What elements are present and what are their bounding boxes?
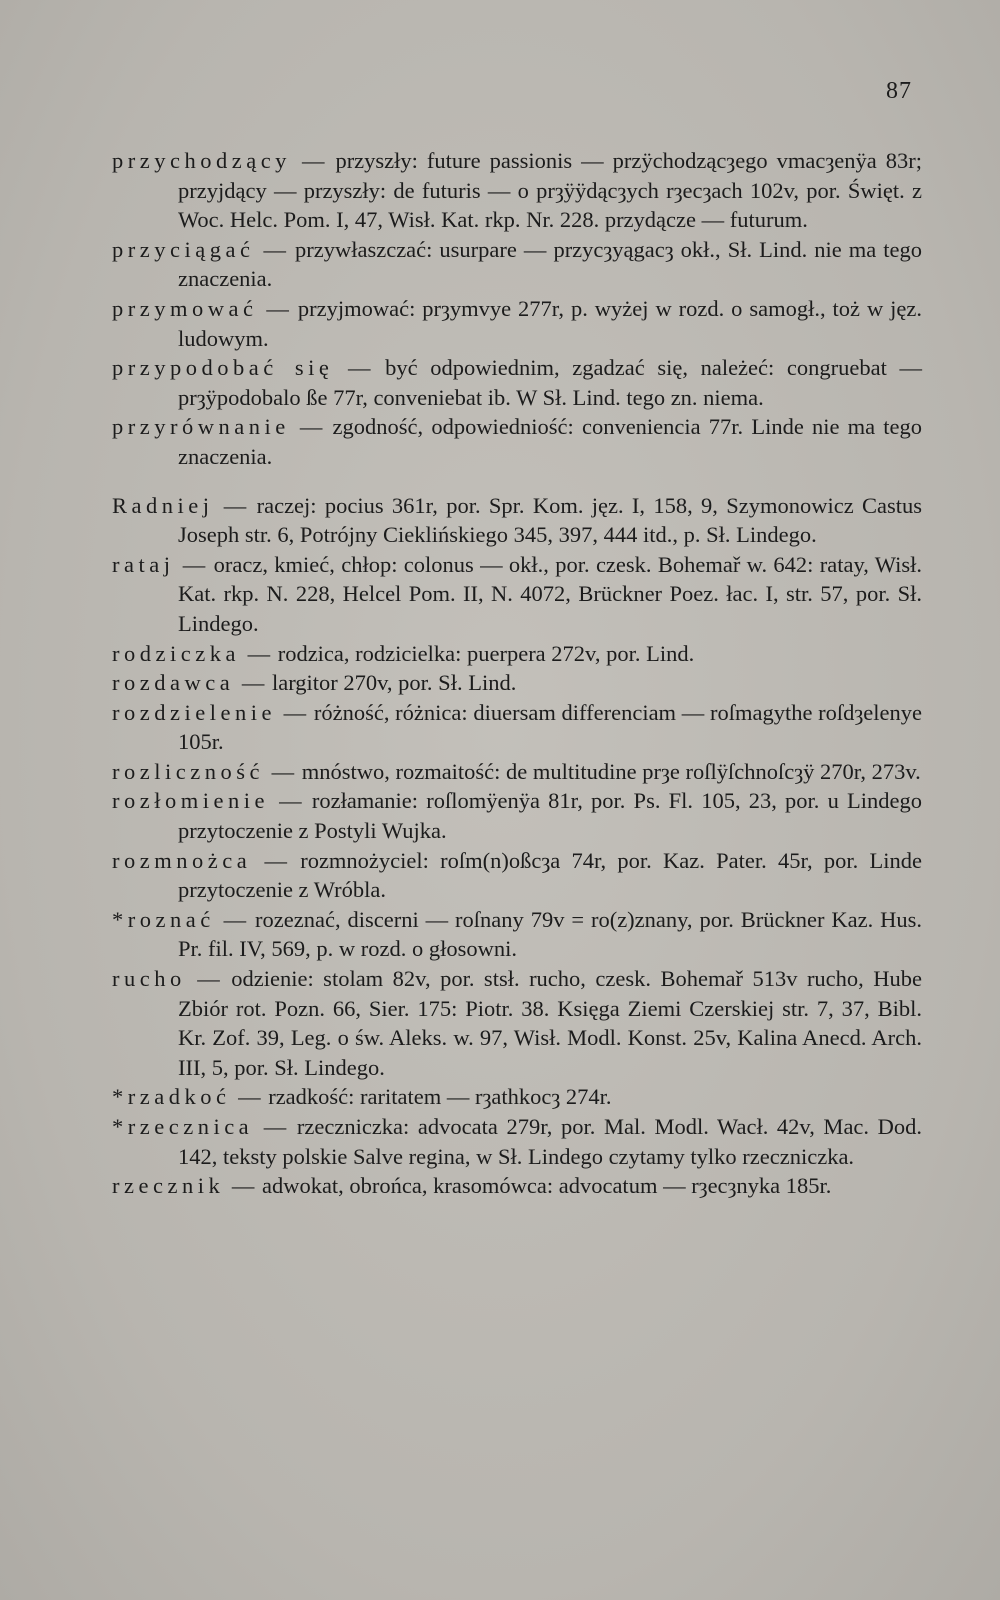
entry-dash: — [223,492,247,518]
entry-headword: rucho [112,966,186,992]
dictionary-entry [112,1112,922,1171]
entry-definition: zgodność, odpowiedniość: conveniencia 77r. Linde nie ma tego znaczenia. [178,414,923,469]
entry-dash: — [223,906,247,932]
entry-headword: przymować [112,295,258,321]
entry-headword: przyciągać [112,236,255,262]
dictionary-entries [112,146,922,1201]
entry-dash: — [241,670,265,696]
entry-headword: Radniej [112,492,214,518]
dictionary-entry [112,964,922,1082]
entry-dash: — [263,236,286,262]
entry-definition: mnóstwo, rozmaitość: de multitudine prȝe roſlÿſchnoſcȝÿ 270r, 273v. [301,758,921,784]
dictionary-entry [112,353,922,412]
dictionary-entry [112,1082,922,1112]
dictionary-entry [112,550,922,639]
entry-dash: — [231,1173,255,1199]
entry-dash: — [263,1114,287,1139]
dictionary-entry [112,757,922,787]
entry-dash: — [197,966,220,992]
entry-headword: rataj [112,551,175,577]
dictionary-entry [112,412,922,471]
entry-dash: — [271,758,295,784]
entry-definition: largitor 270v, por. Sł. Lind. [271,670,517,696]
entry-definition: rozeznać, discerni — roſnany 79v = ro(z)znany, por. Brückner Kaz. Hus. Pr. fil. IV, 569, p. w rozd. o głosowni. [178,906,923,962]
page-number: 87 [886,78,912,104]
entry-definition: raczej: pocius 361r, por. Spr. Kom. jęz. I, 158, 9, Szymonowicz Castus Joseph str. 6, Potrójny Cieklińskiego 345, 397, 444 itd., p. Sł. Lindego. [178,492,922,548]
entry-dash: — [347,355,371,381]
entry-dash: — [182,551,206,577]
entry-headword: rozliczność [112,758,264,784]
entry-dash: — [266,295,289,321]
entry-headword: rozdzielenie [112,699,276,725]
entry-dash: — [247,640,271,666]
entry-headword: *rzadkoć [112,1084,231,1110]
dictionary-entry [112,846,922,905]
entry-headword: rozdawca [112,670,235,696]
dictionary-entry [112,294,922,353]
entry-headword: *roznać [112,906,215,932]
dictionary-entry [112,786,922,845]
entry-headword: przychodzący [112,148,291,173]
entry-headword: *rzecznica [112,1114,254,1139]
dictionary-entry [112,905,922,964]
entry-definition: rzadkość: raritatem — rȝathkocȝ 274r. [268,1084,612,1110]
entry-headword: przyrównanie [112,414,290,440]
entry-definition: rozmnożyciel: roſm(n)oßcȝa 74r, por. Kaz. Pater. 45r, por. Linde przytoczenie z Wróbla. [178,847,923,903]
dictionary-entry [112,491,922,550]
dictionary-entry [112,1171,922,1201]
entry-definition: adwokat, obrońca, krasomówca: advocatum — rȝecȝnyka 185r. [261,1173,832,1199]
entry-definition: przyjmować: prȝymvye 277r, p. wyżej w rozd. o samogł., toż w jęz. ludowym. [178,295,923,351]
dictionary-entry [112,235,922,294]
entry-definition: oracz, kmieć, chłop: colonus — okł., por. czesk. Bohemař w. 642: ratay, Wisł. Kat. rkp. N. 228, Helcel Pom. II, N. 4072, Brückner Poez. łac. I, str. 57, por. Sł. Lindego. [178,551,922,636]
entry-dash: — [279,788,302,814]
entry-definition: rzeczniczka: advocata 279r, por. Mal. Modl. Wacł. 42v, Mac. Dod. 142, teksty polskie Salve regina, w Sł. Lindego czytamy tylko rzeczniczka. [178,1114,923,1169]
entry-headword: rzecznik [112,1173,225,1199]
entry-headword: rozłomienie [112,788,269,814]
entry-definition: różność, różnica: diuersam differenciam — roſmagythe roſdȝelenye 105r. [178,699,923,755]
dictionary-entry [112,639,922,669]
entry-headword: rozmnożca [112,847,252,873]
entry-dash: — [301,148,325,173]
entry-definition: przyszły: future passionis — przÿchodzącȝego vmacȝenÿa 83r; przyjdący — przyszły: de futuris — o prȝÿÿdącȝych rȝecȝach 102v, por. Święt. z Woc. Helc. Pom. I, 47, Wisł. Kat. rkp. Nr. 228. przydącze — futurum. [178,148,922,233]
entry-definition: odzienie: stolam 82v, por. stsł. rucho, czesk. Bohemař 513v rucho, Hube Zbiór rot. Pozn. 66, Sier. 175: Piotr. 38. Księga Ziemi Czerskiej str. 7, 37, Bibl. Kr. Zof. 39, Leg. o św. Aleks. w. 97, Wisł. Modl. Konst. 25v, Kalina Anecd. Arch. III, 5, por. Sł. Lindego. [178,966,923,1080]
entry-definition: być odpowiednim, zgadzać się, należeć: congruebat — prȝÿpodobalo ße 77r, conveniebat ib. W Sł. Lind. tego zn. niema. [178,355,922,410]
entry-dash: — [299,414,323,440]
dictionary-entry [112,698,922,757]
entry-definition: rodzica, rodzicielka: puerpera 272v, por. Lind. [277,640,695,666]
entry-dash: — [283,699,307,725]
entry-dash: — [238,1084,261,1110]
entry-headword: rodziczka [112,640,240,666]
dictionary-entry [112,668,922,698]
dictionary-entry [112,146,922,235]
entry-definition: rozłamanie: roſlomÿenÿa 81r, por. Ps. Fl. 105, 23, por. u Lindego przytoczenie z Postyli Wujka. [178,788,923,844]
entry-dash: — [264,847,287,873]
entry-definition: przywłaszczać: usurpare — przycȝyągacȝ okł., Sł. Lind. nie ma tego znaczenia. [178,236,923,292]
entry-headword: przypodobać się [112,355,334,381]
